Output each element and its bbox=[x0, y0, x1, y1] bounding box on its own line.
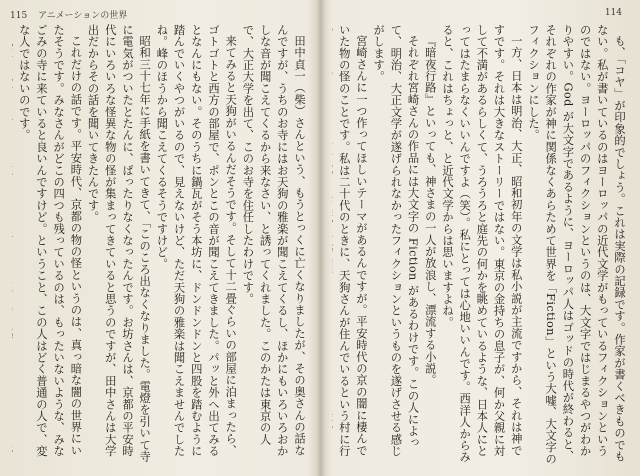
paragraph: 『暗夜行路』といっても、神さまの一人が放浪し、漂流する小説。 bbox=[423, 35, 437, 387]
paragraph: 宮崎さんに一つ作ってほしいテーマがあるんですが。平安時代の京の闇に棲んでいた物の怪のことです。私は二十代のときに、天狗さんが住んでいるという村に行 bbox=[337, 24, 368, 457]
book-gutter bbox=[316, 0, 326, 476]
paragraph: も、「コヤ」が印象的でしょう。これは実際の記録です。作家が書くべきものでもない。私が書いているのはヨーロッパの近代文学がもっているフィクションというのではない。ヨーロッパのフィクションというのは、大文字ではじまるやつがわかりやすい。God が大文字であるように、ヨーロッパ人はゴッドの時代が終わると、それぞれの作家が神に関係なくあらためて世界を「Fiction」という大嘘、大文字のフィクションにした。 bbox=[526, 24, 626, 465]
paragraph: それぞれ宮崎さんの作品には大文字の Fiction があるわけです。この人によって、明治、大正文学が遂げられなかったフィクションというものを遂げさせる感じがします。 bbox=[372, 24, 420, 457]
right-page-header bbox=[597, 8, 630, 18]
paragraph: 昭和三十七年に手紙を書いてきて、「このころ出なくなりました。電燈を引いて寺に電気がついたとたんに、ぱったりなくなったんです。お坊さんは、京都の平安時代にいろいろな怪異な物の怪が集まってきていると思うのですが、田中さんは大学出だからその話を聞いてきたんです。 bbox=[86, 24, 152, 463]
left-page-text bbox=[12, 24, 308, 468]
paragraph bbox=[12, 24, 16, 468]
left-page-header bbox=[10, 8, 135, 21]
left-running-head: アニメーションの世界 bbox=[38, 11, 128, 21]
left-page-number: 115 bbox=[10, 11, 28, 21]
paragraph: これだけの話です。平安時代、京都の物の怪というのは、真っ暗な闇の世界にいたそうです。みなさんがどこの四つも残っているのは、もったいないような、みなごみの寺に来ていると良いんですけど。ということ、この人はどく普通の人で、変な人ではないのです。 bbox=[17, 24, 83, 457]
paragraph: 田中貞一（柴）さんという、もうとっくに亡くなりましたが、その奥さんの話なんですが、うちのお寺にはお天狗の雅楽が聞こえてくるし、ほかにもいろいろおかしな音が聞こえてくるから来なさい、と誘ってくれました。このかたは東京の人で、大正大学を出て、このお寺を住任したわけです。 bbox=[241, 24, 306, 457]
right-page-text bbox=[332, 24, 628, 468]
right-page-number: 114 bbox=[604, 8, 622, 18]
paragraph: 来てみると天狗がいるんだそうです。そして十二畳ぐらいの部屋に泊まったら、ゴトゴトと西方の部屋で、ポンとこの音が聞こえてきました。パッと外へ出てみるとなんにもない。そのうちに鍋瓦がそう本坊に、ドンドンドンと四股を踏むように踏んでいくやつがいるので、見えないけど、ただ天狗の雅楽は聞こえませんでしたね。峰のほうから聞こえてくるそうですけど。 bbox=[155, 24, 238, 457]
paragraph: 一方、日本は明治、大正、昭和初年の文学は私小説が主流ですから、それは神ですです。それは大きなストーリーではない。東京の金持ちの息子が、何か父親に対して不満があるらしくて、うろうろと庭先の何かを眺めているような、日本人にとってはたまらなくいいんですよ（笑）。私にとっては心地いいんです。西洋人からみると、これはちょっと、と近代文学からは思いますよね。 bbox=[440, 24, 523, 463]
